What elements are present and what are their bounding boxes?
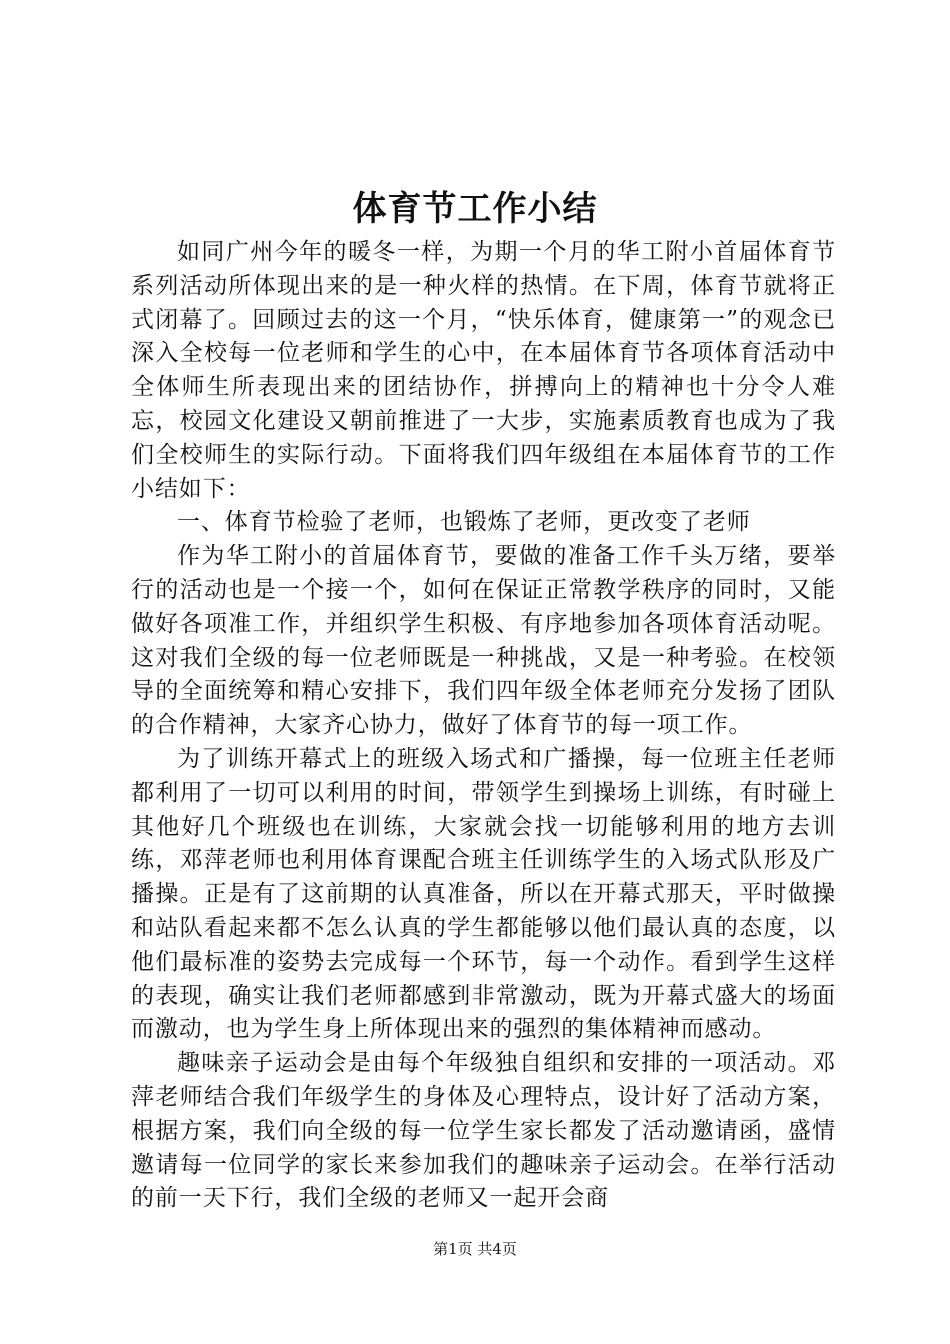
page-footer: 第1页 共4页 xyxy=(433,1240,517,1258)
section-heading-1: 一、体育节检验了老师，也锻炼了老师，更改变了老师 xyxy=(177,509,751,536)
paragraph-training: 为了训练开幕式上的班级入场式和广播操，每一位班主任老师都利用了一切可以利用的时间，带领学生到操场上训练，有时碰上其他好几个班级也在训练，大家就会找一切能够利用的地方去训练，邓萍老师也利用体育课配合班主任训练学生的入场式队形及广播操。正是有了这前期的认真准备，所以在开幕式那天，平时做操和站队看起来都不怎么认真的学生都能够以他们最认真的态度，以他们最标准的姿势去完成每一个环节，每一个动作。看到学生这样的表现，确实让我们老师都感到非常激动，既为开幕式盛大的场面而激动，也为学生身上所体现出来的强烈的集体精神而感动。 xyxy=(131,745,836,1043)
document-title: 体育节工作小结 xyxy=(352,189,598,229)
paragraph-intro: 如同广州今年的暖冬一样，为期一个月的华工附小首届体育节系列活动所体现出来的是一种火样的热情。在下周，体育节就将正式闭幕了。回顾过去的这一个月，“快乐体育，健康第一”的观念已深入全校每一位老师和学生的心中，在本届体育节各项体育活动中全体师生所表现出来的团结协作，拼搏向上的精神也十分令人难忘，校园文化建设又朝前推进了一大步，实施素质教育也成为了我们全校师生的实际行动。下面将我们四年级组在本届体育节的工作小结如下： xyxy=(131,239,836,502)
paragraph-sports-meet: 趣味亲子运动会是由每个年级独自组织和安排的一项活动。邓萍老师结合我们年级学生的身体及心理特点，设计好了活动方案，根据方案，我们向全级的每一位学生家长都发了活动邀请函，盛情邀请每一位同学的家长来参加我们的趣味亲子运动会。在举行活动的前一天下行，我们全级的老师又一起开会商 xyxy=(131,1050,836,1212)
paragraph-preparation: 作为华工附小的首届体育节，要做的准备工作千头万绪，要举行的活动也是一个接一个，如何在保证正常教学秩序的同时，又能做好各项准工作，并组织学生积极、有序地参加各项体育活动呢。这对我们全级的每一位老师既是一种挑战，又是一种考验。在校领导的全面统筹和精心安排下，我们四年级全体老师充分发扬了团队的合作精神，大家齐心协力，做好了体育节的每一项工作。 xyxy=(131,543,836,739)
document-body xyxy=(131,236,836,1216)
